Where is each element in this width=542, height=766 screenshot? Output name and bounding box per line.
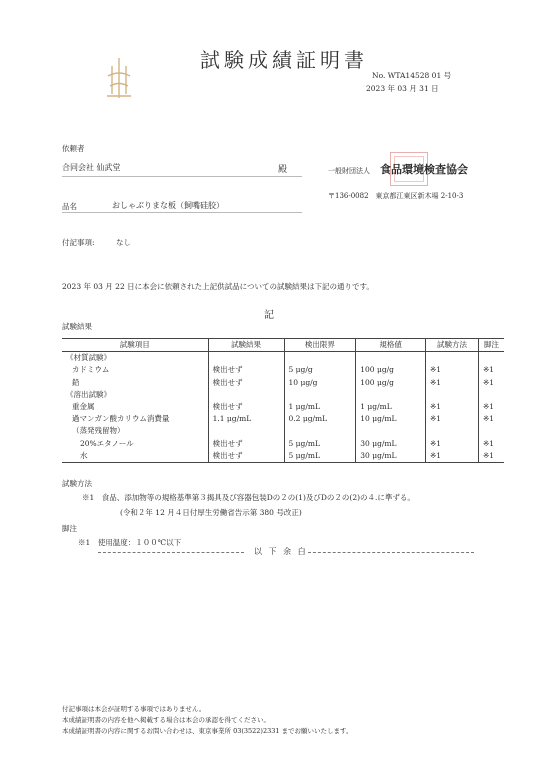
table-row — [62, 450, 504, 463]
cell-result — [208, 352, 284, 365]
divider — [98, 552, 244, 553]
divider — [308, 552, 474, 553]
results-table — [62, 338, 504, 463]
table-row — [62, 413, 504, 425]
col-header-note: 脚注 — [478, 339, 504, 352]
cell-note: ※1 — [478, 401, 504, 413]
requester-company: 合同会社 仙武堂 — [62, 163, 121, 172]
methods-line: ※1 食品、添加物等の規格基準第３揭具及び容器包装Dの２の(1)及びDの２の(2)の４.に準ずる。 — [82, 493, 415, 502]
cell-limit: 10 μg/g — [284, 377, 356, 389]
cell-item: 鉛 — [72, 377, 80, 387]
issuer-prefix: 一般財団法人 — [328, 167, 370, 175]
cell-result: 検出せず — [208, 364, 284, 376]
cell-standard: 1 μg/mL — [356, 401, 426, 413]
cell-method — [425, 352, 478, 365]
cell-method: ※1 — [425, 450, 478, 463]
table-row — [62, 364, 504, 376]
cell-note — [478, 352, 504, 365]
cell-note — [478, 389, 504, 401]
footer-note: 本成績証明書の内容を他へ掲載する場合は本会の承認を得てください。 — [62, 716, 270, 724]
underline — [62, 212, 302, 213]
product-name: おしゃぶりまな板（飼嘴硅胶） — [112, 201, 224, 210]
cell-note: ※1 — [478, 450, 504, 463]
footer-note: 本成績証明書の内容に関するお問い合わせは、東京事業所 03(3522)2331 までお願いいたします。 — [62, 727, 353, 735]
cell-standard: 30 μg/mL — [356, 438, 426, 450]
cell-result: 検出せず — [208, 450, 284, 463]
cell-result: 1.1 μg/mL — [208, 413, 284, 425]
remarks-label: 脚注 — [62, 524, 77, 533]
cell-item: （蒸発残留物） — [72, 426, 125, 436]
cell-note: ※1 — [478, 413, 504, 425]
cell-item: 重金属 — [72, 402, 95, 412]
cell-standard — [356, 425, 426, 437]
cell-result: 検出せず — [208, 401, 284, 413]
statement: 2023 年 03 月 22 日に本会に依頼された上記供試品についての試験結果は下記の通りです。 — [62, 282, 374, 291]
issue-date: 2023 年 03 月 31 日 — [366, 84, 439, 93]
col-header-item: 試験項目 — [62, 339, 208, 352]
cell-limit: 0.2 μg/mL — [284, 413, 356, 425]
cell-standard — [356, 389, 426, 401]
footer-note: 付記事項は本会が証明する事項ではありません。 — [62, 705, 206, 713]
cell-method: ※1 — [425, 413, 478, 425]
results-body — [62, 352, 504, 463]
cell-standard: 10 μg/mL — [356, 413, 426, 425]
cell-limit: 5 μg/mL — [284, 450, 356, 463]
cell-limit: 5 μg/mL — [284, 438, 356, 450]
document-number: No. WTA14528 01 号 — [372, 71, 452, 80]
cell-method: ※1 — [425, 401, 478, 413]
table-row — [62, 352, 504, 365]
cell-standard — [356, 352, 426, 365]
cell-item: 過マンガン酸カリウム消費量 — [72, 414, 170, 424]
product-label: 品名 — [62, 202, 77, 211]
issuer-name: 食品環境検査協会 — [380, 163, 468, 176]
note-label: 付記事項: — [62, 238, 95, 247]
col-header-result: 試験結果 — [208, 339, 284, 352]
requester-label: 依頼者 — [62, 144, 85, 153]
cell-result — [208, 389, 284, 401]
results-label: 試験結果 — [62, 322, 92, 331]
cell-method: ※1 — [425, 377, 478, 389]
cell-result — [208, 425, 284, 437]
ki-heading: 記 — [264, 310, 274, 321]
col-header-limit: 検出限界 — [284, 339, 356, 352]
cell-note: ※1 — [478, 438, 504, 450]
cell-item: 20%エタノール — [80, 438, 134, 448]
col-header-method: 試験方法 — [425, 339, 478, 352]
cell-limit — [284, 425, 356, 437]
table-row — [62, 377, 504, 389]
honorific: 殿 — [278, 165, 288, 175]
cell-result: 検出せず — [208, 377, 284, 389]
table-header-row — [62, 339, 504, 352]
end-marker: 以 下 余 白 — [254, 547, 308, 556]
cell-limit — [284, 389, 356, 401]
issuer-logo — [104, 56, 134, 100]
methods-line: (令和２年 12 月４日付厚生労働省告示第 380 号改正) — [120, 508, 302, 517]
cell-method — [425, 425, 478, 437]
cell-item: 《溶出試験》 — [66, 389, 111, 399]
cell-limit — [284, 352, 356, 365]
cell-limit: 1 μg/mL — [284, 401, 356, 413]
cell-standard: 100 μg/g — [356, 377, 426, 389]
remarks-line: ※1 使用温度：１００℃以下 — [78, 538, 182, 547]
cell-method: ※1 — [425, 438, 478, 450]
cell-note: ※1 — [478, 364, 504, 376]
issuer-address: 〒136-0082 東京都江東区新木場 2-10-3 — [328, 192, 464, 200]
table-row — [62, 438, 504, 450]
cell-standard: 100 μg/g — [356, 364, 426, 376]
table-row — [62, 425, 504, 437]
note-value: なし — [116, 238, 131, 247]
cell-standard: 30 μg/mL — [356, 450, 426, 463]
cell-result: 検出せず — [208, 438, 284, 450]
underline — [62, 176, 302, 177]
cell-method — [425, 389, 478, 401]
table-row — [62, 389, 504, 401]
cell-method: ※1 — [425, 364, 478, 376]
cell-note — [478, 425, 504, 437]
table-row — [62, 401, 504, 413]
cell-limit: 5 μg/g — [284, 364, 356, 376]
methods-label: 試験方法 — [62, 479, 92, 488]
col-header-standard: 規格値 — [356, 339, 426, 352]
cell-item: 水 — [62, 450, 208, 463]
cell-note: ※1 — [478, 377, 504, 389]
cell-item: 《材質試験》 — [66, 353, 111, 363]
cell-item: カドミウム — [72, 365, 110, 375]
document-title: 試験成績証明書 — [200, 48, 368, 72]
